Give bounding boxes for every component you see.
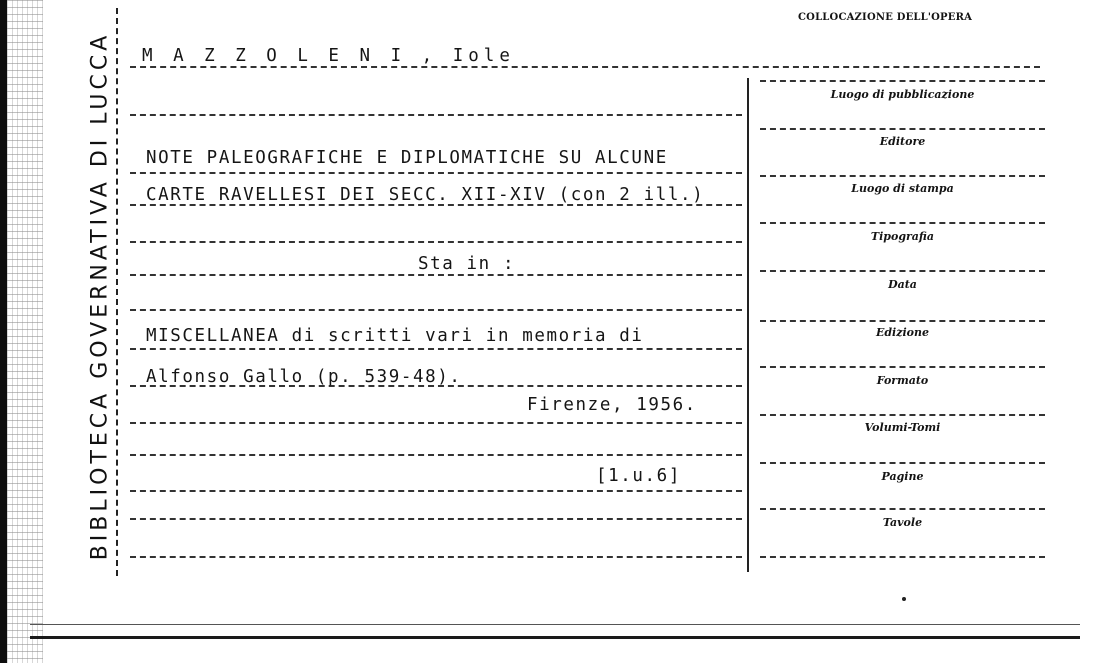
collocation-rule [760, 80, 1045, 82]
rule-line [130, 241, 742, 243]
rule-line [130, 274, 742, 276]
source-line-2: Alfonso Gallo (p. 539-48). [146, 367, 462, 387]
source-line-1: MISCELLANEA di scritti vari in memoria di [146, 326, 644, 346]
collocation-rule [760, 462, 1045, 464]
collocation-rule [760, 366, 1045, 368]
field-tipografia: Tipografia [870, 230, 935, 243]
ink-dot [902, 597, 906, 601]
shelfmark: [1.u.6] [596, 466, 681, 486]
collocation-rule [760, 320, 1045, 322]
card-bottom-rule [30, 636, 1080, 639]
rule-line [130, 348, 742, 350]
title-line-1: NOTE PALEOGRAFICHE E DIPLOMATICHE SU ALCUNE [146, 148, 668, 168]
collocation-rule [760, 414, 1045, 416]
rule-line [130, 556, 742, 558]
collocation-rule [760, 508, 1045, 510]
card-binding-edge [0, 0, 7, 663]
rule-line [130, 66, 1040, 68]
rule-line [130, 172, 742, 174]
field-editore: Editore [879, 135, 926, 148]
card-edge-texture [7, 0, 43, 663]
field-tavole: Tavole [882, 516, 923, 529]
margin-rule [116, 8, 118, 576]
collocation-rule [760, 175, 1045, 177]
author-name: M A Z Z O L E N I , Iole [142, 46, 515, 66]
field-luogo-stampa: Luogo di stampa [851, 182, 954, 195]
rule-line [130, 454, 742, 456]
card-bottom-rule-thin [30, 624, 1080, 625]
rule-line [130, 114, 742, 116]
collocation-rule [760, 270, 1045, 272]
field-pagine: Pagine [881, 470, 924, 483]
rule-line [130, 422, 742, 424]
field-data: Data [888, 278, 917, 291]
field-edizione: Edizione [875, 326, 929, 339]
sta-in-label: Sta in : [418, 254, 516, 274]
library-stamp: BIBLIOTECA GOVERNATIVA DI LUCCA [87, 31, 113, 561]
collocation-rule [760, 222, 1045, 224]
field-volumi-tomi: Volumi-Tomi [864, 421, 941, 434]
place-year: Firenze, 1956. [527, 395, 697, 415]
rule-line [130, 490, 742, 492]
collocation-rule [760, 556, 1045, 558]
collocation-rule [760, 128, 1045, 130]
collocation-header: COLLOCAZIONE DELL'OPERA [798, 12, 973, 23]
title-line-2: CARTE RAVELLESI DEI SECC. XII-XIV (con 2 ill.) [146, 185, 705, 205]
rule-line [130, 309, 742, 311]
rule-line [130, 518, 742, 520]
collocation-box-border [747, 78, 749, 572]
field-luogo-pubblicazione: Luogo di pubblicazione [830, 88, 975, 101]
field-formato: Formato [876, 374, 929, 387]
